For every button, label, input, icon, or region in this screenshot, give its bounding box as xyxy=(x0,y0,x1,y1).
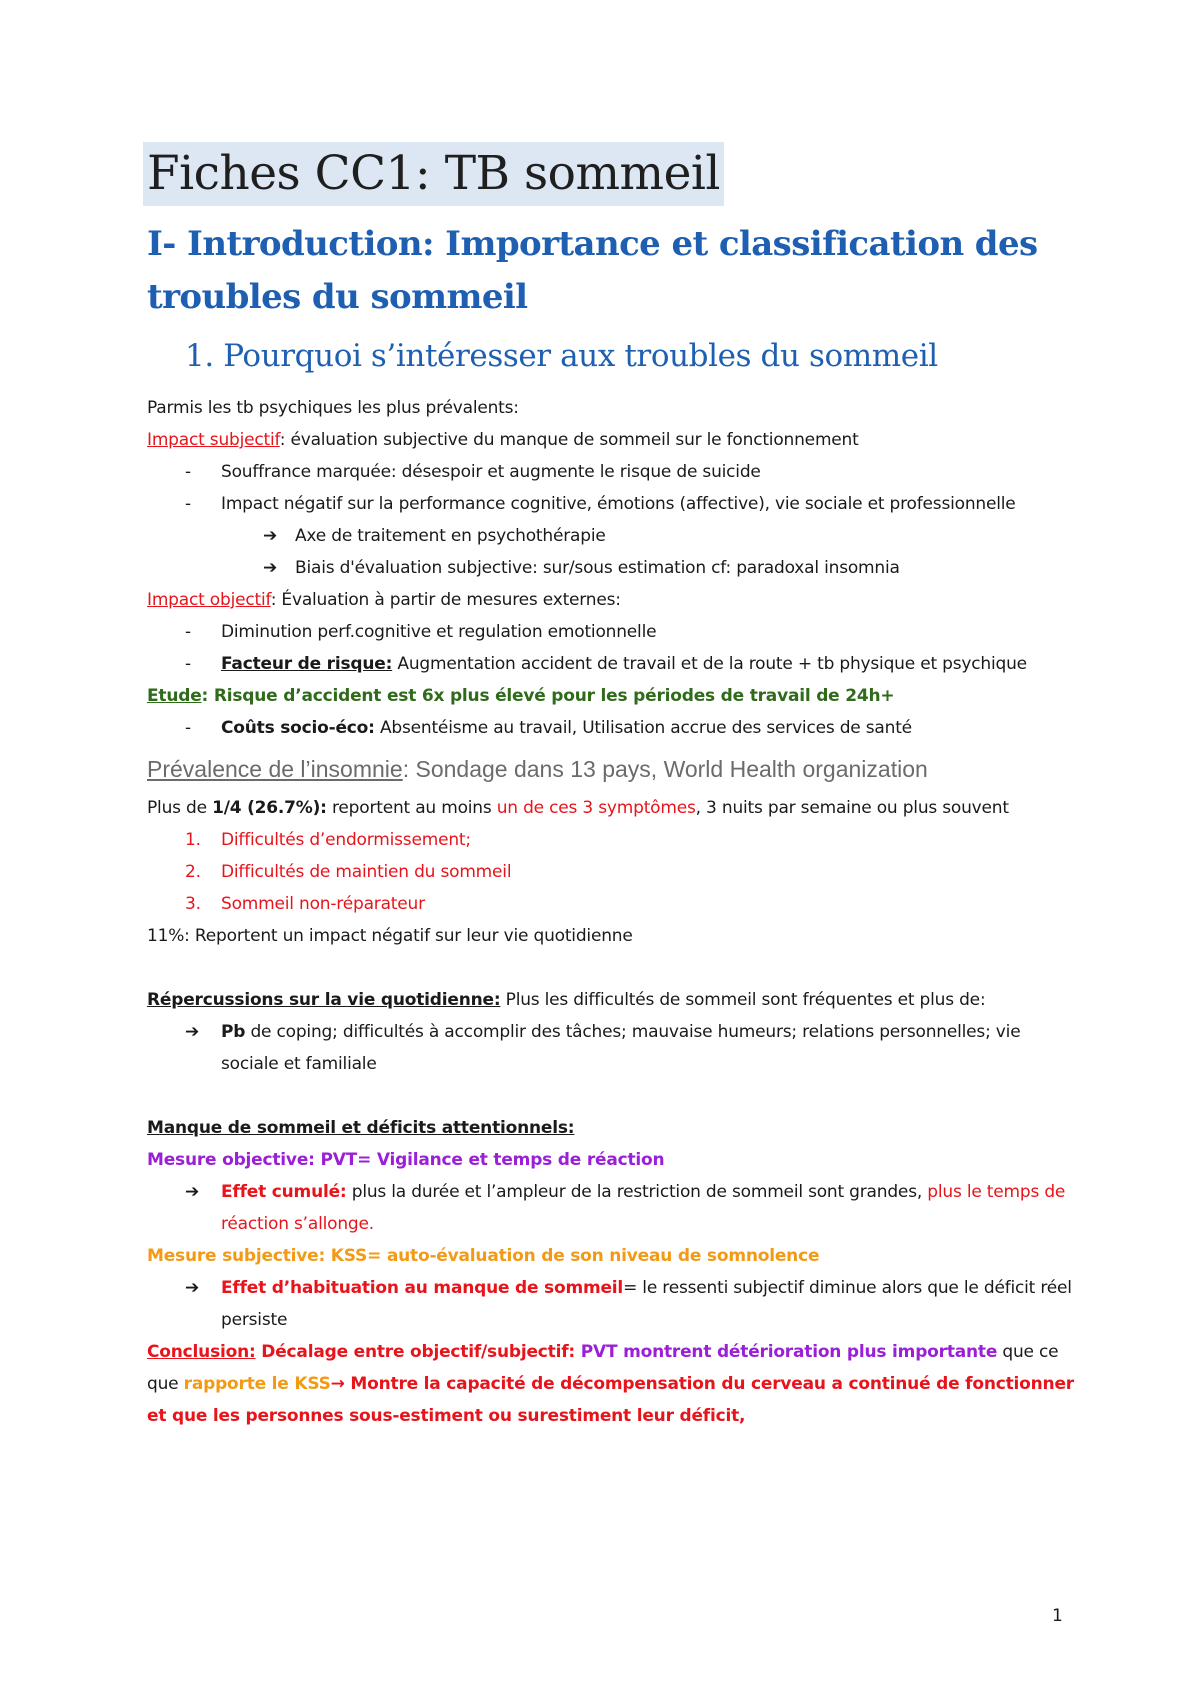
impact-stat-line: 11%: Reportent un impact négatif sur leur vie quotidienne xyxy=(147,926,633,946)
cumul-red-text: plus le temps de réaction s’allonge. xyxy=(221,1182,1066,1234)
dash-marker: - xyxy=(185,654,191,674)
cumul-text: plus la durée et l’ampleur de la restriction de sommeil sont grandes, xyxy=(346,1182,928,1202)
prevalence-heading-label: Prévalence de l’insomnie xyxy=(147,756,403,782)
arrow-item-text: de coping; difficultés à accomplir des tâches; mauvaise humeurs; relations personnelles; vie sociale et familiale xyxy=(221,1022,1021,1074)
list-number: 2. xyxy=(185,862,201,882)
objective-measure-line: Mesure objective: PVT= Vigilance et temps de réaction xyxy=(147,1150,665,1170)
list-item xyxy=(147,456,1077,488)
symptom-item xyxy=(147,856,1077,888)
list-number: 1. xyxy=(185,830,201,850)
list-item-text: Souffrance marquée: désespoir et augmente le risque de suicide xyxy=(221,462,761,482)
list-item xyxy=(147,648,1077,680)
prevalence-text-c: reportent au moins xyxy=(326,798,497,818)
symptom-text: Difficultés d’endormissement; xyxy=(221,830,471,850)
arrow-item-text: Biais d'évaluation subjective: sur/sous estimation cf: paradoxal insomnia xyxy=(295,558,900,578)
arrow-item xyxy=(147,520,1077,552)
document-title: Fiches CC1: TB sommeil xyxy=(143,142,724,206)
cumul-label: Effet cumulé: xyxy=(221,1182,347,1202)
risk-factor-label: Facteur de risque: xyxy=(221,654,393,674)
arrow-item-bold: Pb xyxy=(221,1022,246,1042)
list-item-text: Impact négatif sur la performance cognitive, émotions (affective), vie sociale et professionnelle xyxy=(221,494,1016,514)
list-item-text: Diminution perf.cognitive et regulation emotionnelle xyxy=(221,622,657,642)
conclusion-text-d: rapporte le KSS xyxy=(183,1374,331,1394)
dash-marker: - xyxy=(185,718,191,738)
risk-factor-text: Augmentation accident de travail et de la route + tb physique et psychique xyxy=(392,654,1027,674)
costs-text: Absentéisme au travail, Utilisation accrue des services de santé xyxy=(374,718,912,738)
prevalence-ratio: 1/4 (26.7%): xyxy=(212,798,327,818)
arrow-item xyxy=(147,552,1077,584)
dash-marker: - xyxy=(185,494,191,514)
prevalence-heading-text: : Sondage dans 13 pays, World Health organization xyxy=(402,756,928,782)
impact-objectif-text: : Évaluation à partir de mesures externes: xyxy=(270,590,621,610)
section-heading-introduction: I- Introduction: Importance et classification des troubles du sommeil xyxy=(147,224,1038,317)
list-item xyxy=(147,488,1077,520)
arrow-icon: ➔ xyxy=(185,1278,200,1298)
deficits-heading: Manque de sommeil et déficits attentionnels: xyxy=(147,1118,575,1138)
list-item xyxy=(147,616,1077,648)
symptom-text: Difficultés de maintien du sommeil xyxy=(221,862,512,882)
arrow-icon: ➔ xyxy=(263,526,278,546)
impact-subjectif-text: : évaluation subjective du manque de sommeil sur le fonctionnement xyxy=(279,430,859,450)
impact-subjectif-line xyxy=(147,424,1077,456)
symptom-item xyxy=(147,888,1077,920)
etude-text: : Risque d’accident est 6x plus élevé pour les périodes de travail de 24h+ xyxy=(201,686,895,706)
arrow-item xyxy=(147,1016,1077,1080)
conclusion-paragraph xyxy=(147,1336,1077,1432)
list-number: 3. xyxy=(185,894,201,914)
repercussions-label: Répercussions sur la vie quotidienne: xyxy=(147,990,501,1010)
costs-label: Coûts socio-éco: xyxy=(221,718,375,738)
conclusion-text-e: → Montre la capacité de décompensation du cerveau a continué de fonctionner et que les personnes sous-estiment ou surestiment leur déficit, xyxy=(147,1374,1074,1426)
dash-marker: - xyxy=(185,622,191,642)
dash-marker: - xyxy=(185,462,191,482)
conclusion-text-b: PVT montrent détérioration plus importante xyxy=(580,1342,998,1362)
conclusion-text-c: que ce que xyxy=(147,1342,1059,1394)
prevalence-text-e: , 3 nuits par semaine ou plus souvent xyxy=(695,798,1009,818)
arrow-item xyxy=(147,1176,1077,1240)
arrow-icon: ➔ xyxy=(185,1182,200,1202)
intro-line: Parmis les tb psychiques les plus prévalents: xyxy=(147,398,519,418)
prevalence-text-a: Plus de xyxy=(147,798,213,818)
impact-subjectif-label: Impact subjectif xyxy=(147,430,280,450)
arrow-icon: ➔ xyxy=(263,558,278,578)
etude-label: Etude xyxy=(147,686,202,706)
spacer xyxy=(147,952,1077,984)
symptom-item xyxy=(147,824,1077,856)
prevalence-heading xyxy=(147,750,1077,788)
spacer xyxy=(147,1080,1077,1112)
habituation-label: Effet d’habituation au manque de sommeil xyxy=(221,1278,624,1298)
etude-line xyxy=(147,680,1077,712)
arrow-item-text: Axe de traitement en psychothérapie xyxy=(295,526,606,546)
impact-objectif-line xyxy=(147,584,1077,616)
arrow-icon: ➔ xyxy=(185,1022,200,1042)
repercussions-line xyxy=(147,984,1077,1016)
document-content xyxy=(147,142,1077,1432)
page-number: 1 xyxy=(1052,1606,1063,1626)
subsection-heading-pourquoi: 1. Pourquoi s’intéresser aux troubles du sommeil xyxy=(185,338,938,374)
arrow-item xyxy=(147,1272,1077,1336)
symptom-text: Sommeil non-réparateur xyxy=(221,894,425,914)
conclusion-label: Conclusion: xyxy=(147,1342,256,1362)
habituation-text: = le ressenti subjectif diminue alors que le déficit réel persiste xyxy=(221,1278,1072,1330)
prevalence-symptoms-ref: un de ces 3 symptômes xyxy=(496,798,696,818)
repercussions-text: Plus les difficultés de sommeil sont fréquentes et plus de: xyxy=(500,990,986,1010)
subjective-measure-line: Mesure subjective: KSS= auto-évaluation de son niveau de somnolence xyxy=(147,1246,820,1266)
prevalence-line xyxy=(147,792,1077,824)
list-item xyxy=(147,712,1077,744)
conclusion-text-a: Décalage entre objectif/subjectif: xyxy=(255,1342,581,1362)
impact-objectif-label: Impact objectif xyxy=(147,590,271,610)
